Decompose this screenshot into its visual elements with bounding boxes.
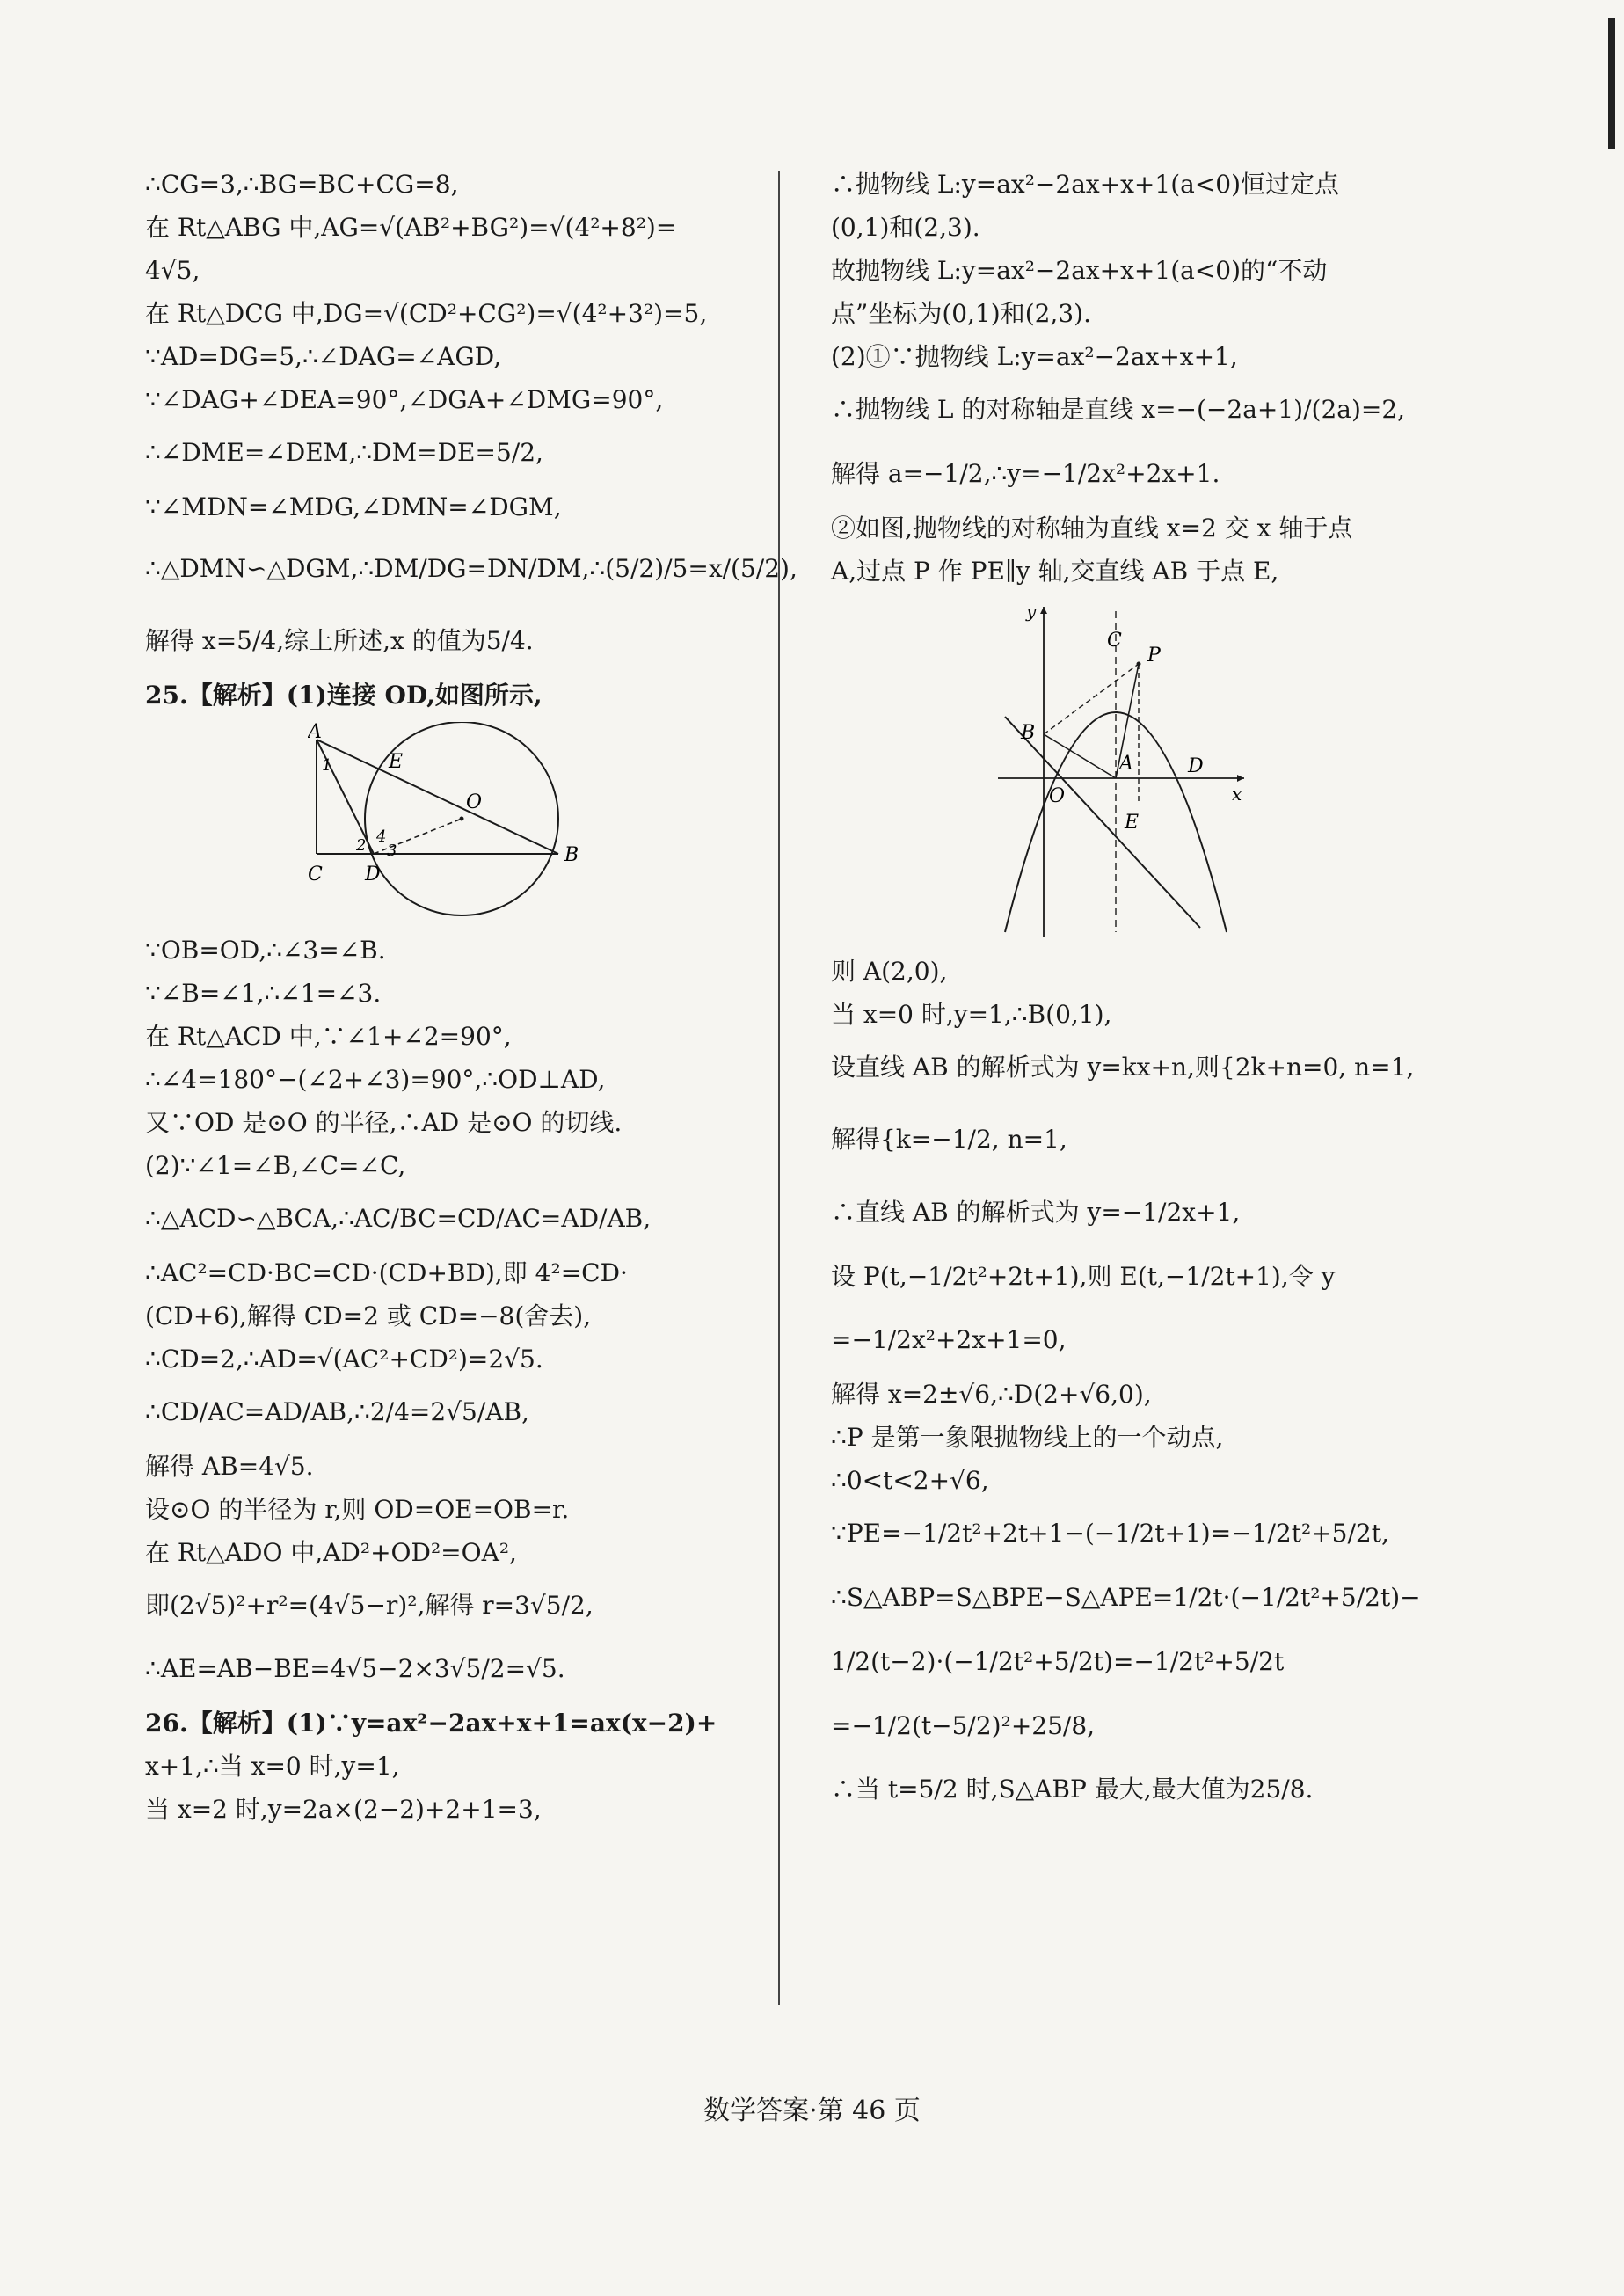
label-P: P — [1147, 644, 1161, 667]
text-line: 设⊙O 的半径为 r,则 OD=OE=OB=r. — [145, 1494, 570, 1524]
parabola-figure — [989, 598, 1253, 941]
text-line: 故抛物线 L:y=ax²−2ax+x+1(a<0)的“不动 — [831, 256, 1328, 285]
text-line: ∴直线 AB 的解析式为 y=−1/2x+1, — [831, 1197, 1241, 1227]
text-line: =−1/2(t−5/2)²+25/8, — [831, 1710, 1096, 1740]
left-column — [145, 163, 797, 1831]
label-E: E — [389, 750, 404, 773]
text-line: 又∵OD 是⊙O 的半径,∴AD 是⊙O 的切线. — [145, 1107, 623, 1137]
text-line: 则 A(2,0), — [831, 956, 948, 986]
text-line: 解得 AB=4√5. — [145, 1451, 314, 1481]
text-line: 4√5, — [145, 256, 200, 285]
page-footer: 数学答案·第 46 页 — [703, 2096, 921, 2126]
text-line: (2)①∵抛物线 L:y=ax²−2ax+x+1, — [831, 342, 1238, 371]
text-line: 设直线 AB 的解析式为 y=kx+n,则{2k+n=0, n=1, — [831, 1052, 1415, 1082]
text-line: ∵∠DAG+∠DEA=90°,∠DGA+∠DMG=90°, — [145, 385, 664, 414]
text-line: ∴P 是第一象限抛物线上的一个动点, — [831, 1423, 1224, 1453]
angle-3: 3 — [387, 841, 397, 860]
text-line: ∵AD=DG=5,∴∠DAG=∠AGD, — [145, 342, 502, 371]
angle-4: 4 — [376, 827, 387, 846]
label-B: B — [1021, 721, 1036, 744]
text-line: 解得 a=−1/2,∴y=−1/2x²+2x+1. — [831, 458, 1220, 488]
text-line: ∴CD=2,∴AD=√(AC²+CD²)=2√5. — [145, 1344, 543, 1374]
text-line: 设 P(t,−1/2t²+2t+1),则 E(t,−1/2t+1),令 y — [831, 1261, 1336, 1291]
text-line: ②如图,抛物线的对称轴为直线 x=2 交 x 轴于点 — [831, 513, 1353, 543]
text-line: ∴S△ABP=S△BPE−S△APE=1/2t·(−1/2t²+5/2t)− — [831, 1582, 1421, 1612]
text-line: 点”坐标为(0,1)和(2,3). — [831, 299, 1091, 328]
text-line: ∴△ACD∽△BCA,∴AC/BC=CD/AC=AD/AB, — [145, 1203, 652, 1233]
text-line: 1/2(t−2)·(−1/2t²+5/2t)=−1/2t²+5/2t — [831, 1646, 1285, 1676]
label-C: C — [1107, 629, 1122, 652]
label-A: A — [1119, 752, 1133, 775]
text-line: ∵∠MDN=∠MDG,∠DMN=∠DGM, — [145, 492, 562, 521]
label-O: O — [1049, 784, 1066, 807]
text-line: (2)∵∠1=∠B,∠C=∠C, — [145, 1150, 406, 1180]
text-line: ∴CG=3,∴BG=BC+CG=8, — [145, 170, 459, 199]
text-line: (CD+6),解得 CD=2 或 CD=−8(舍去), — [145, 1301, 592, 1330]
text-line: 解得 x=2±√6,∴D(2+√6,0), — [831, 1380, 1152, 1410]
text-line: ∴∠4=180°−(∠2+∠3)=90°,∴OD⊥AD, — [145, 1064, 606, 1094]
text-line: ∴△DMN∽△DGM,∴DM/DG=DN/DM,∴(5/2)/5=x/(5/2), — [145, 553, 797, 583]
text-line: (0,1)和(2,3). — [831, 213, 980, 242]
label-D: D — [365, 863, 381, 886]
text-line: 即(2√5)²+r²=(4√5−r)²,解得 r=3√5/2, — [145, 1590, 594, 1620]
text-line: 在 Rt△ADO 中,AD²+OD²=OA², — [145, 1537, 517, 1567]
angle-2: 2 — [356, 835, 367, 855]
text-line: 解得{k=−1/2, n=1, — [831, 1125, 1067, 1155]
axis-y-label: y — [1026, 600, 1037, 622]
text-line: x+1,∴当 x=0 时,y=1, — [145, 1752, 400, 1782]
text-line: ∴∠DME=∠DEM,∴DM=DE=5/2, — [145, 438, 543, 467]
text-line: =−1/2x²+2x+1=0, — [831, 1325, 1067, 1355]
text-line: ∴0<t<2+√6, — [831, 1466, 989, 1496]
text-line: ∵OB=OD,∴∠3=∠B. — [145, 935, 386, 965]
text-line: 当 x=2 时,y=2a×(2−2)+2+1=3, — [145, 1795, 542, 1825]
scan-edge-mark — [1608, 18, 1615, 149]
text-line: 解得 x=5/4,综上所述,x 的值为5/4. — [145, 626, 534, 656]
angle-1: 1 — [322, 755, 332, 775]
label-A: A — [308, 721, 322, 743]
text-line: ∴CD/AC=AD/AB,∴2/4=2√5/AB, — [145, 1396, 529, 1426]
text-line: ∴AC²=CD·BC=CD·(CD+BD),即 4²=CD· — [145, 1257, 628, 1287]
circle-figure — [308, 722, 589, 920]
label-E: E — [1125, 811, 1140, 834]
text-line: ∵PE=−1/2t²+2t+1−(−1/2t+1)=−1/2t²+5/2t, — [831, 1519, 1389, 1549]
axis-x-label: x — [1232, 783, 1242, 805]
text-line: 在 Rt△ABG 中,AG=√(AB²+BG²)=√(4²+8²)= — [145, 213, 677, 242]
label-B: B — [564, 843, 579, 866]
text-line: ∴当 t=5/2 时,S△ABP 最大,最大值为25/8. — [831, 1775, 1314, 1804]
text-line: ∴AE=AB−BE=4√5−2×3√5/2=√5. — [145, 1654, 565, 1684]
text-line: 在 Rt△ACD 中,∵∠1+∠2=90°, — [145, 1021, 512, 1051]
label-C: C — [308, 863, 323, 886]
column-divider — [778, 171, 780, 2005]
right-column — [831, 163, 1464, 1822]
text-line: ∴抛物线 L 的对称轴是直线 x=−(−2a+1)/(2a)=2, — [831, 395, 1406, 424]
text-line: A,过点 P 作 PE∥y 轴,交直线 AB 于点 E, — [831, 556, 1279, 586]
question-25-heading: 25.【解析】(1)连接 OD,如图所示, — [145, 680, 543, 710]
text-line: ∵∠B=∠1,∴∠1=∠3. — [145, 978, 382, 1008]
text-line: 当 x=0 时,y=1,∴B(0,1), — [831, 999, 1112, 1029]
text-line: ∴抛物线 L:y=ax²−2ax+x+1(a<0)恒过定点 — [831, 170, 1340, 199]
label-D: D — [1188, 754, 1204, 777]
text-line: 在 Rt△DCG 中,DG=√(CD²+CG²)=√(4²+3²)=5, — [145, 299, 708, 328]
label-O: O — [466, 791, 483, 813]
question-26-heading: 26.【解析】(1)∵y=ax²−2ax+x+1=ax(x−2)+ — [145, 1709, 717, 1738]
